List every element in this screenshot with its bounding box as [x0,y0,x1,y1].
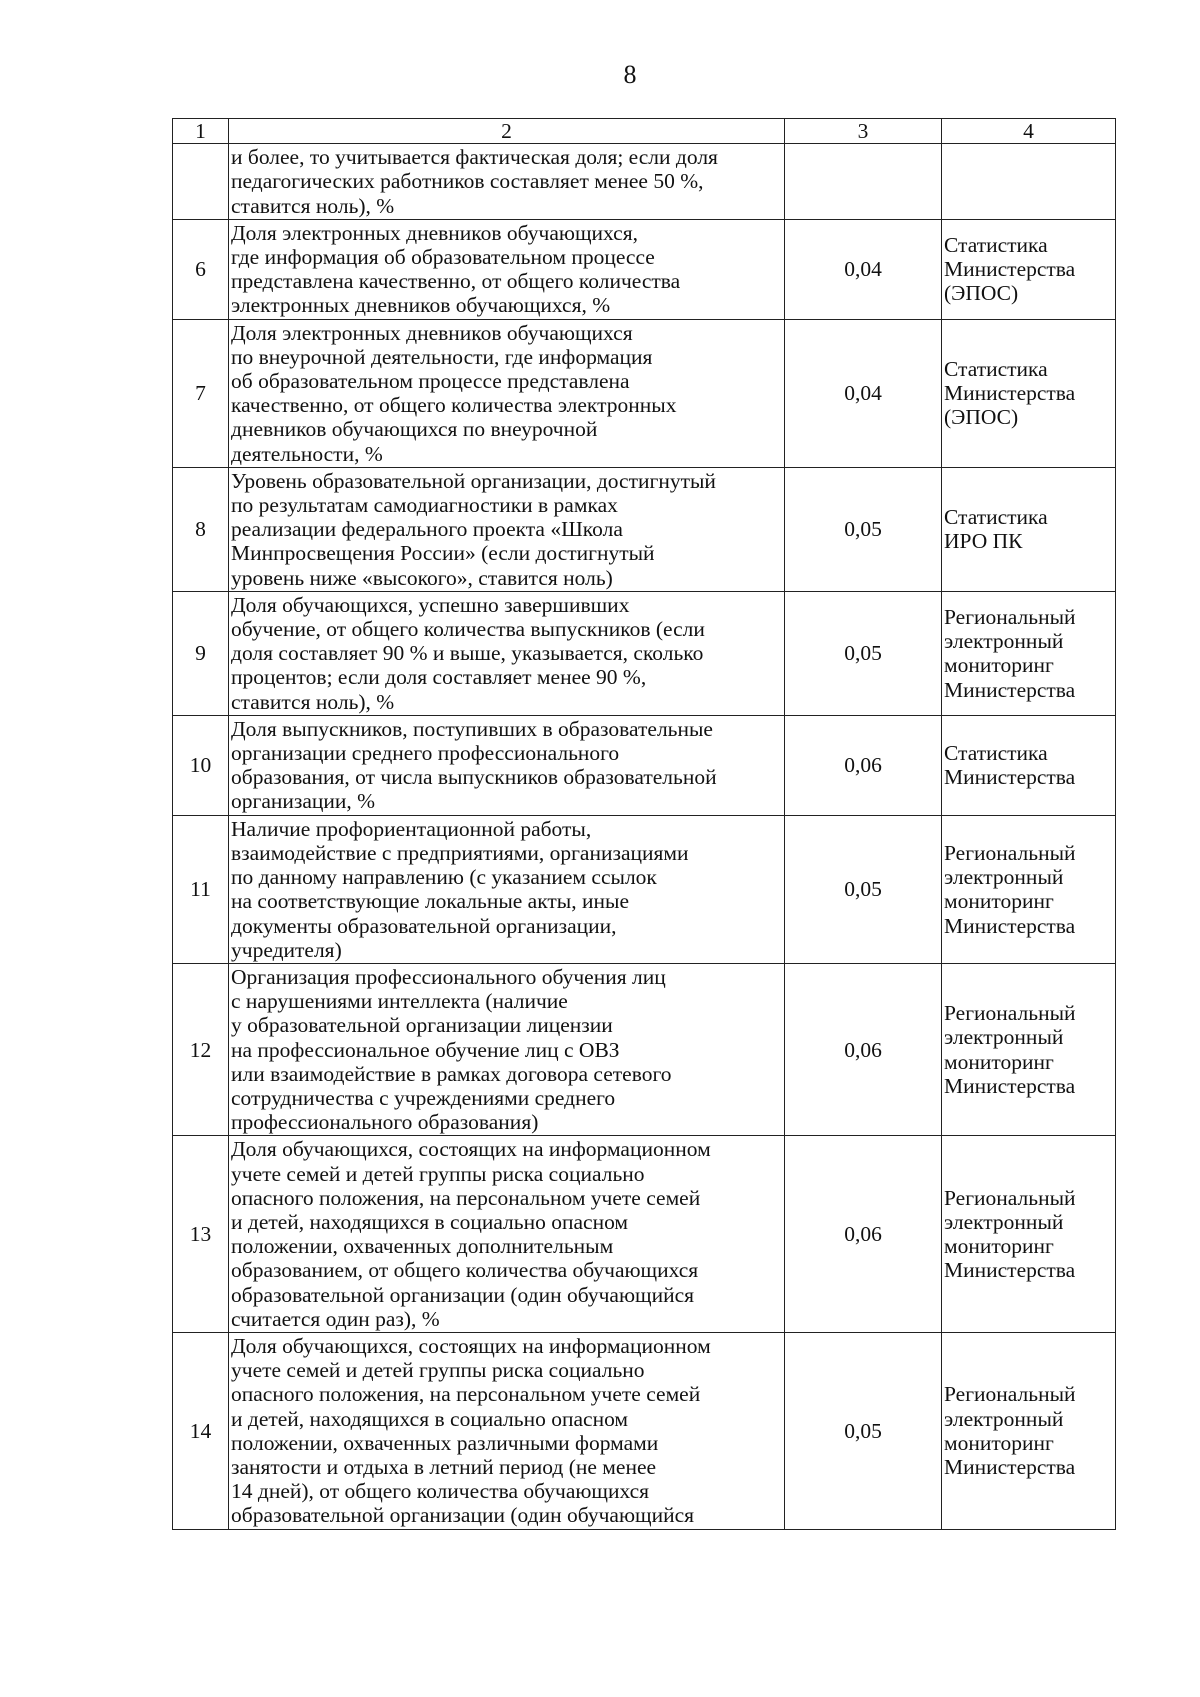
table-row [173,219,1116,319]
row-weight: 0,04 [785,219,942,319]
row-weight: 0,05 [785,815,942,963]
row-source: Статистика ИРО ПК [942,467,1116,591]
row-number [173,144,229,220]
row-number: 9 [173,591,229,715]
row-description: Доля обучающихся, состоящих на информационном учете семей и детей группы риска социально опасного положения, на персональном учете семей и детей, находящихся в социально опасном положении, охваченных дополнительным образованием, от общего количества обучающихся образовательной организации (один обучающийся считается один раз), % [229,1136,785,1333]
row-description: Доля обучающихся, успешно завершивших обучение, от общего количества выпускников (если доля составляет 90 % и выше, указывается, сколько процентов; если доля составляет менее 90 %, ставится ноль), % [229,591,785,715]
row-source: Статистика Министерства (ЭПОС) [942,219,1116,319]
table-row [173,963,1116,1135]
criteria-table [172,118,1116,1530]
table-row [173,1332,1116,1529]
row-number: 13 [173,1136,229,1333]
row-number: 10 [173,715,229,815]
row-source: Региональный электронный мониторинг Министерства [942,1332,1116,1529]
row-description: Организация профессионального обучения лиц с нарушениями интеллекта (наличие у образовательной организации лицензии на профессиональное обучение лиц с ОВЗ или взаимодействие в рамках договора сетевого сотрудничества с учреждениями среднего профессионального образования) [229,963,785,1135]
row-number: 7 [173,319,229,467]
row-weight: 0,06 [785,1136,942,1333]
row-source: Региональный электронный мониторинг Министерства [942,1136,1116,1333]
row-source: Статистика Министерства (ЭПОС) [942,319,1116,467]
row-weight: 0,04 [785,319,942,467]
page-number: 8 [623,60,637,89]
table-row [173,715,1116,815]
row-description: Доля выпускников, поступивших в образовательные организации среднего профессионального образования, от числа выпускников образовательной организации, % [229,715,785,815]
row-weight: 0,06 [785,715,942,815]
column-header-source: 4 [942,119,1116,144]
table-row [173,144,1116,220]
table-row [173,1136,1116,1333]
row-source: Региональный электронный мониторинг Министерства [942,591,1116,715]
row-description: Наличие профориентационной работы, взаимодействие с предприятиями, организациями по данному направлению (с указанием ссылок на соответствующие локальные акты, иные документы образовательной организации, учредителя) [229,815,785,963]
row-weight: 0,05 [785,1332,942,1529]
row-description: Доля обучающихся, состоящих на информационном учете семей и детей группы риска социально опасного положения, на персональном учете семей и детей, находящихся в социально опасном положении, охваченных различными формами занятости и отдыха в летний период (не менее 14 дней), от общего количества обучающихся образовательной организации (один обучающийся [229,1332,785,1529]
row-description: Уровень образовательной организации, достигнутый по результатам самодиагностики в рамках реализации федерального проекта «Школа Минпросвещения России» (если достигнутый уровень ниже «высокого», ставится ноль) [229,467,785,591]
table-row [173,319,1116,467]
row-source: Статистика Министерства [942,715,1116,815]
row-description: Доля электронных дневников обучающихся, где информация об образовательном процессе представлена качественно, от общего количества электронных дневников обучающихся, % [229,219,785,319]
row-source [942,144,1116,220]
table-row [173,815,1116,963]
table-header-row [173,119,1116,144]
row-description: и более, то учитывается фактическая доля; если доля педагогических работников составляет менее 50 %, ставится ноль), % [229,144,785,220]
row-source: Региональный электронный мониторинг Министерства [942,815,1116,963]
row-weight: 0,06 [785,963,942,1135]
row-weight: 0,05 [785,467,942,591]
table-body [173,119,1116,1530]
row-number: 12 [173,963,229,1135]
row-description: Доля электронных дневников обучающихся по внеурочной деятельности, где информация об образовательном процессе представлена качественно, от общего количества электронных дневников обучающихся по внеурочной деятельности, % [229,319,785,467]
row-weight: 0,05 [785,591,942,715]
column-header-weight: 3 [785,119,942,144]
table-row [173,467,1116,591]
row-number: 6 [173,219,229,319]
row-number: 14 [173,1332,229,1529]
column-header-description: 2 [229,119,785,144]
row-source: Региональный электронный мониторинг Министерства [942,963,1116,1135]
row-weight [785,144,942,220]
row-number: 8 [173,467,229,591]
table-row [173,591,1116,715]
column-header-number: 1 [173,119,229,144]
row-number: 11 [173,815,229,963]
